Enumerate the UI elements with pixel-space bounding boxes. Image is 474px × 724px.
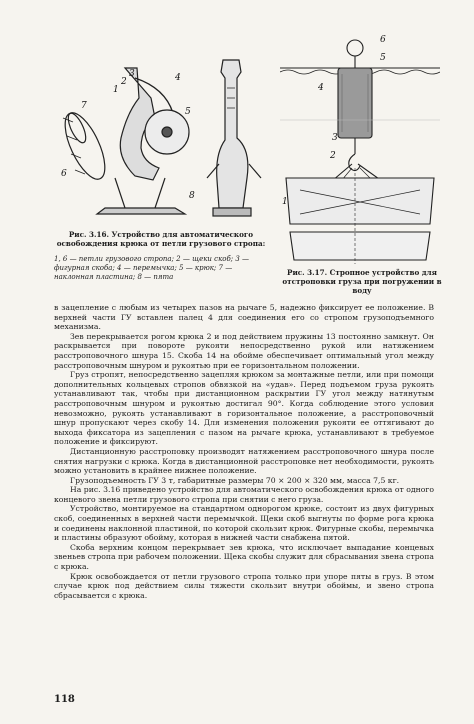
paragraph-7: Устройство, монтируемое на стандартном однорогом крюке, состоит из двух фигурных скоб, соединенных в верхней части перемычкой. Щеки скоб выгнуты по форме рога крюка и соединены наклонной пластиной, по которой скользит крюк. Фигурные скобы, перемычка и пластины образуют обойму, которая в нижней части снабжена пятой. [54, 504, 434, 543]
figure-3-17-caption-text: Рис. 3.17. Стропное устройство для отстроповки груза при погружении в воду [282, 268, 442, 295]
fig317-label-6: 6 [380, 35, 386, 45]
page-number: 118 [54, 694, 75, 705]
fig316-label-1: 1 [113, 85, 119, 95]
paragraph-6: На рис. 3.16 приведено устройство для автоматического освобождения крюка от одного концевого звена петли грузового стропа при снятии с него груза. [54, 485, 434, 504]
fig316-label-6: 6 [61, 169, 67, 179]
fig317-label-3: 3 [332, 133, 338, 143]
fig316-label-2: 2 [121, 77, 127, 87]
figure-3-16-caption [54, 230, 268, 248]
paragraph-2: Зев перекрывается рогом крюка 2 и под действием пружины 13 постоянно замкнут. Он раскрывается при повороте рукояти непосредственно рукой или натяжением расстроповочного шнура 15. Скоба 14 на обойме обеспечивает оптимальный угол между расстроповочным шнуром и рукоятью при ее горизонтальном положении. [54, 331, 434, 370]
paragraph-5: Грузоподъемность ГУ 3 т, габаритные размеры 70 × 200 × 320 мм, масса 7,5 кг. [70, 475, 400, 485]
paragraph-8: Скоба верхним концом перекрывает зев крюка, что исключает выпадание концевых звеньев стропа при рабочем положении. Щека скобы служит для сбрасывания звена стропа с крюка. [54, 542, 434, 572]
fig316-label-3: 3 [129, 69, 135, 79]
paragraph-9: Крюк освобождается от петли грузового стропа только при упоре пяты в груз. В этом случае крюк под действием силы тяжести скользит внутри обоймы, и звено стропа сбрасывается с крюка. [54, 571, 434, 600]
figure-3-17-caption [282, 268, 442, 295]
fig317-label-5: 5 [380, 53, 386, 63]
body-text [54, 303, 434, 600]
fig316-label-5: 5 [185, 107, 191, 117]
fig317-label-4: 4 [318, 83, 324, 93]
figure-3-16-legend: 1, 6 — петли грузового стропа; 2 — щеки скоб; 3 — фигурная скоба; 4 — перемычка; 5 — крюк; 7 — наклонная пластина; 8 — пята [54, 255, 249, 281]
paragraph-4: Дистанционную расстроповку производят натяжением расстроповочного шнура после снятия нагрузки с крюка. Когда в дистанционной расстроповке нет необходимости, рукоять можно установить в крайнее нижнее положение. [54, 446, 434, 476]
paragraph-3: Груз стропят, непосредственно зацепляя крюком за монтажные петли, или при помощи дополнительных кольцевых стропов обвязкой на «удав». Перед подъемом груза рукоять устанавливают так, чтобы при дистанционном раскрытии ГУ угол между натянутым расстроповочным шнуром и рукоятью достигал 90°. Когда соблюдение этого условия невозможно, рукоять устанавливают в горизонтальное положение, а расстроповочный шнур пропускают через скобу 14. Для изменения положения рукояти ее оттягивают до выхода фиксатора из зацепления с пазом на рычаге крюка, устанавливают в требуемое положение и фиксируют. [54, 370, 434, 447]
figure-3-17-drawing [280, 28, 440, 266]
figure-3-16-caption-title: Рис. 3.16. Устройство для автоматического освобождения крюка от петли грузового стропа: [56, 230, 266, 248]
figure-3-16-drawing [55, 58, 267, 226]
fig316-label-4: 4 [175, 73, 181, 83]
fig317-label-2: 2 [330, 151, 336, 161]
fig316-label-7: 7 [81, 101, 87, 111]
fig317-label-1: 1 [282, 197, 288, 207]
fig316-label-8: 8 [189, 191, 195, 201]
paragraph-1: в зацепление с любым из четырех пазов на рычаге 5, надежно фиксирует ее положение. В верхней части ГУ вставлен палец 4 для соединения его со стропом грузоподъемного механизма. [54, 303, 434, 332]
